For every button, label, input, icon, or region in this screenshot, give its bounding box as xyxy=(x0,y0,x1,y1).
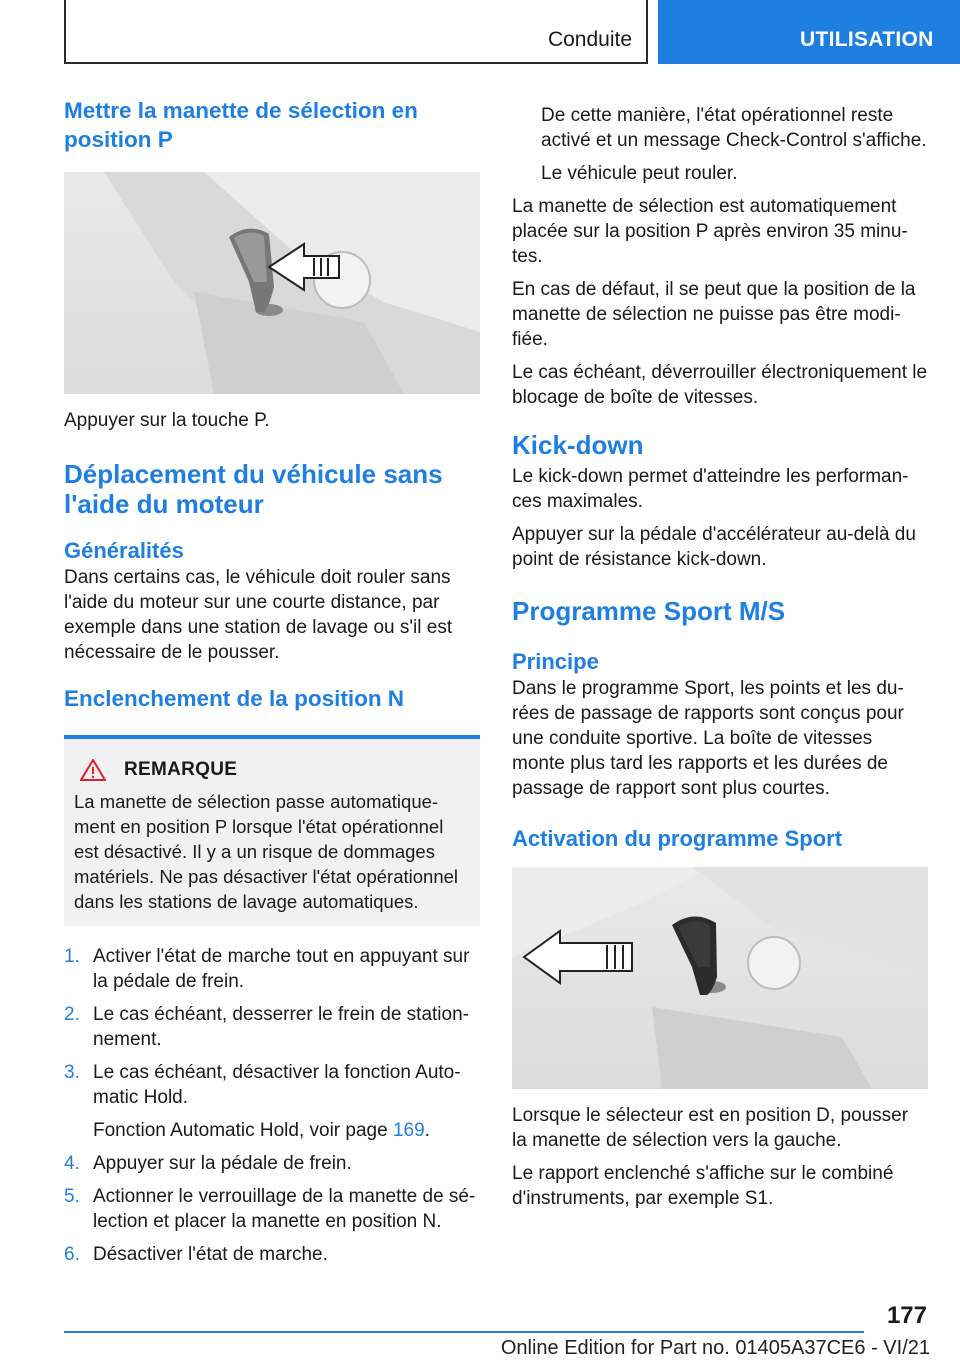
page-link-169[interactable]: 169 xyxy=(392,1120,425,1141)
list-item xyxy=(64,1060,480,1143)
step-text: Actionner le verrouillage de la manette de sélection et placer la manette en position N. xyxy=(93,1186,476,1232)
list-item xyxy=(64,1002,480,1052)
list-item xyxy=(64,1184,480,1234)
step-text: Désactiver l'état de marche. xyxy=(93,1244,328,1265)
header-section-box xyxy=(64,0,648,64)
para-unlock: Le cas échéant, déverrouiller électroniquement le blocage de boîte de vitesses. xyxy=(512,362,928,408)
step-number: 3. xyxy=(64,1062,80,1083)
heading-sport-program: Programme Sport M/S xyxy=(512,596,786,626)
heading-principle: Principe xyxy=(512,649,599,674)
step-text: Le cas échéant, desserrer le frein de stationnement. xyxy=(93,1004,469,1050)
step-text: Appuyer sur la pédale de frein. xyxy=(93,1153,352,1174)
para-general: Dans certains cas, le véhicule doit rouler sans l'aide du moteur sur une courte distance, par exemple dans une station de lavage ou s'il est nécessaire de le pousser. xyxy=(64,567,453,663)
page-number: 177 xyxy=(886,1302,927,1329)
header-section-label: Conduite xyxy=(547,28,632,51)
list-item xyxy=(64,1151,480,1176)
step-text: Activer l'état de marche tout en appuyant sur la pédale de frein. xyxy=(93,946,470,992)
heading-general: Généralités xyxy=(64,538,184,563)
heading-move-without-engine: Déplacement du véhicule sans l'aide du moteur xyxy=(64,459,443,519)
warning-note-title: REMARQUE xyxy=(124,759,238,780)
para-kickdown-1: Le kick-down permet d'atteindre les performances maximales. xyxy=(512,466,909,512)
figure-park-button xyxy=(64,172,480,394)
heading-neutral: Enclenchement de la position N xyxy=(64,686,405,711)
para-activation-2: Le rapport enclenché s'affiche sur le combiné d'instruments, par exemple S1. xyxy=(512,1163,894,1209)
list-item xyxy=(64,1242,480,1267)
para-activation-1: Lorsque le sélecteur est en position D, pousser la manette de sélection vers la gauche. xyxy=(512,1105,909,1151)
warning-note-text: La manette de sélection passe automatiquement en position P lorsque l'état opérationnel est désactivé. Il y a un risque de dommages matériels. Ne pas désactiver l'état opérationnel dans les stations de lavage automatiques. xyxy=(74,791,459,912)
footer-divider xyxy=(64,1331,864,1333)
warning-triangle-icon xyxy=(80,759,106,781)
right-column xyxy=(512,103,928,1219)
steps-list xyxy=(64,944,480,1267)
step-text: Le cas échéant, désactiver la fonction Automatic Hold. xyxy=(93,1062,461,1108)
header-chapter-tab xyxy=(658,0,960,64)
step-reference xyxy=(93,1118,480,1143)
para-kickdown-2: Appuyer sur la pédale d'accélérateur au-delà du point de résistance kick-down. xyxy=(512,524,916,570)
left-column xyxy=(64,96,480,1275)
para-continuation-1: De cette manière, l'état opérationnel reste activé et un message Check-Control s'affiche. xyxy=(541,105,927,151)
step-number: 2. xyxy=(64,1004,80,1025)
para-fault: En cas de défaut, il se peut que la position de la manette de sélection ne puisse pas être modifiée. xyxy=(512,279,916,350)
reference-end: . xyxy=(424,1120,430,1141)
para-auto-park: La manette de sélection est automatiquement placée sur la position P après environ 35 minutes. xyxy=(512,196,908,267)
para-principle: Dans le programme Sport, les points et les durées de passage de rapports sont conçus pour une conduite sportive. La boîte de vitesses monte plus tard les rapports et les durées de passage de rapport sont plus courtes. xyxy=(512,678,904,799)
heading-park: Mettre la manette de sélection en position P xyxy=(64,98,418,152)
step-number: 1. xyxy=(64,946,80,967)
heading-kickdown: Kick-down xyxy=(512,430,644,460)
step-number: 4. xyxy=(64,1153,80,1174)
reference-text: Fonction Automatic Hold, voir page xyxy=(93,1120,393,1141)
para-continuation-2: Le véhicule peut rouler. xyxy=(541,163,738,184)
footer-edition: Online Edition for Part no. 01405A37CE6 - VI/21 xyxy=(500,1337,930,1359)
list-item xyxy=(64,944,480,994)
header-chapter-label: UTILISATION xyxy=(800,28,934,51)
para-park: Appuyer sur la touche P. xyxy=(64,410,270,431)
figure-sport-selector xyxy=(512,867,928,1089)
heading-activation: Activation du programme Sport xyxy=(512,826,843,851)
step-number: 6. xyxy=(64,1244,80,1265)
warning-note xyxy=(64,735,480,926)
step-number: 5. xyxy=(64,1186,80,1207)
